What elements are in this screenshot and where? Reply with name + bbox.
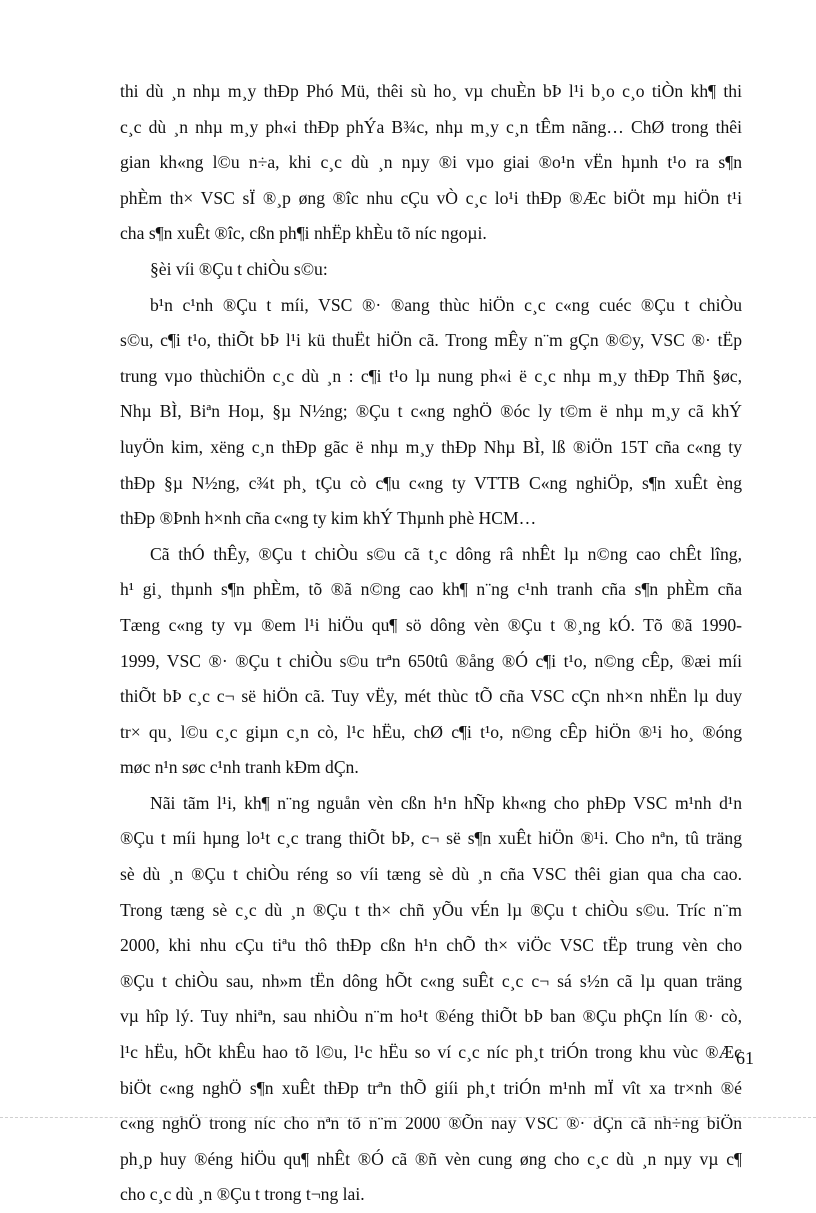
text-line: Tæng c«ng ty vµ ®em l¹i hiÖu qu¶ sö dông vèn ®Çu t ®¸ng kÓ. Tõ ®ã 1990-	[120, 614, 742, 635]
text-line: cha s¶n xuÊt ®îc, cßn ph¶i nhËp khÈu tõ níc ngoµi.	[120, 223, 487, 244]
text-line: thÐp ®Þnh h×nh cña c«ng ty kim khÝ Thµnh phè HCM…	[120, 508, 537, 529]
text-line: h¹ gi¸ thµnh s¶n phÈm, tõ ®ã n©ng cao kh¶ n¨ng c¹nh tranh cña s¶n phÈm cña	[120, 579, 742, 600]
text-line: 1999, VSC ®· ®Çu t chiÒu s©u trªn 650tû ®ång ®Ó c¶i t¹o, n©ng cÊp, ®æi míi	[120, 650, 742, 671]
text-line: gian kh«ng l©u n÷a, khi c¸c dù ¸n nµy ®i vµo giai ®o¹n vËn hµnh t¹o ra s¶n	[120, 152, 742, 173]
text-line: Trong tæng sè c¸c dù ¸n ®Çu t th× chñ yÕu vÉn lµ ®Çu t chiÒu s©u. Tríc n¨m	[120, 899, 742, 920]
text-line: thi dù ¸n nhµ m¸y thÐp Phó Mü, thêi sù ho¸ vµ chuÈn bÞ l¹i b¸o c¸o tiÒn kh¶ thi	[120, 81, 742, 101]
text-line: vµ hîp lý. Tuy nhiªn, sau nhiÒu n¨m ho¹t ®éng thiÕt bÞ ban ®Çu phÇn lín ®· cò,	[120, 1006, 742, 1027]
text-line: cho c¸c dù ¸n ®Çu t trong t¬ng lai.	[120, 1184, 365, 1205]
text-line: tr× qu¸ l©u c¸c giµn c¸n cò, l¹c hËu, chØ c¶i t¹o, n©ng cÊp hiÖn ®¹i ho¸ ®óng	[120, 721, 742, 742]
text-line: l¹c hËu, hÕt khÊu hao tõ l©u, l¹c hËu so ví c¸c níc ph¸t triÓn trong khu vùc ®Æc	[120, 1042, 742, 1063]
page-number: 61	[736, 1048, 754, 1068]
text-line: ph¸p huy ®éng hiÖu qu¶ nhÊt ®Ó cã ®ñ vèn cung øng cho c¸c dù ¸n nµy vµ c¶	[120, 1148, 742, 1169]
text-line: phÈm th× VSC sÏ ®¸p øng ®îc nhu cÇu vÒ c¸c lo¹i thÐp ®Æc biÖt mµ hiÖn t¹i	[120, 187, 742, 208]
page-bottom-divider	[0, 1117, 816, 1118]
text-line: Cã thÓ thÊy, ®Çu t chiÒu s©u cã t¸c dông râ nhÊt lµ n©ng cao chÊt lîng,	[150, 543, 742, 564]
text-line: §èi víi ®Çu t chiÒu s©u:	[150, 258, 328, 279]
text-line: biÖt c«ng nghÖ s¶n xuÊt thÐp trªn thÕ giíi ph¸t triÓn m¹nh mÏ vît xa tr×nh ®é	[120, 1077, 742, 1098]
text-line: ®Çu t chiÒu sau, nh»m tËn dông hÕt c«ng suÊt c¸c c¬ sá s½n cã lµ quan träng	[120, 970, 742, 991]
text-line: c¸c dù ¸n nhµ m¸y ph«i thÐp phÝa B¾c, nhµ m¸y c¸n tÊm nãng… ChØ trong thêi	[120, 116, 742, 137]
text-line: thiÕt bÞ c¸c c¬ së hiÖn cã. Tuy vËy, mét thùc tÕ cña VSC cÇn nh×n nhËn lµ duy	[120, 686, 742, 707]
body-text	[120, 74, 742, 1213]
text-line: Nhµ BÌ, Biªn Hoµ, §µ N½ng; ®Çu t c«ng nghÖ ®óc ly t©m ë nhµ m¸y cã khÝ	[120, 401, 742, 422]
text-line: thÐp §µ N½ng, c¾t ph¸ tÇu cò c¶u c«ng ty VTTB C«ng nghiÖp, s¶n xuÊt èng	[120, 472, 742, 493]
text-line: sè dù ¸n ®Çu t chiÒu réng so víi tæng sè dù ¸n cña VSC thêi gian qua cha cao.	[120, 864, 742, 885]
text-line: ®Çu t míi hµng lo¹t c¸c trang thiÕt bÞ, c¬ së s¶n xuÊt hiÖn ®¹i. Cho nªn, tû träng	[120, 828, 742, 849]
text-line: 2000, khi nhu cÇu tiªu thô thÐp cßn h¹n chÕ th× viÖc VSC tËp trung vèn cho	[120, 935, 742, 956]
text-line: Nãi tãm l¹i, kh¶ n¨ng nguån vèn cßn h¹n hÑp kh«ng cho phÐp VSC m¹nh d¹n	[150, 792, 742, 813]
text-line: trung vµo thùchiÖn c¸c dù ¸n : c¶i t¹o lµ nung ph«i ë c¸c nhµ m¸y thÐp Thñ §øc,	[120, 365, 742, 386]
text-line: møc n¹n søc c¹nh tranh kÐm dÇn.	[120, 757, 359, 778]
text-line: b¹n c¹nh ®Çu t míi, VSC ®· ®ang thùc hiÖn c¸c c«ng cuéc ®Çu t chiÒu	[150, 294, 742, 315]
text-line: luyÖn kim, xëng c¸n thÐp gãc ë nhµ m¸y thÐp Nhµ BÌ, lß ®iÖn 15T cña c«ng ty	[120, 436, 742, 457]
text-line: s©u, c¶i t¹o, thiÕt bÞ l¹i kü thuËt hiÖn cã. Trong mÊy n¨m gÇn ®©y, VSC ®· tËp	[120, 330, 742, 351]
text-line: c«ng nghÖ trong níc cho nªn tõ n¨m 2000 ®Õn nay VSC ®· dÇn cã nh÷ng biÖn	[120, 1113, 742, 1134]
